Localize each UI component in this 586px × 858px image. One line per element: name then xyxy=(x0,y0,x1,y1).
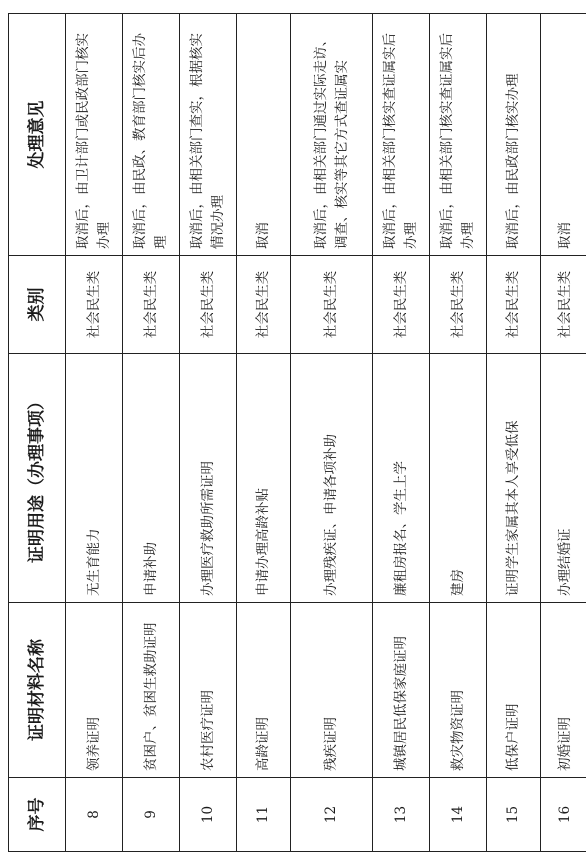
row-no: 16 xyxy=(541,778,586,852)
row-name: 城镇居民低保家庭证明 xyxy=(373,603,430,778)
row-no: 11 xyxy=(237,778,291,852)
table-row xyxy=(123,14,180,852)
table-row xyxy=(487,14,541,852)
row-purpose: 证明学生家属其本人享受低保 xyxy=(487,354,541,603)
row-no: 12 xyxy=(291,778,373,852)
row-opinion: 取消 xyxy=(237,14,291,256)
table-row xyxy=(373,14,430,852)
row-no: 10 xyxy=(180,778,237,852)
row-opinion: 取消 xyxy=(541,14,586,256)
table-row xyxy=(180,14,237,852)
header-name: 证明材料名称 xyxy=(9,603,66,778)
row-no: 15 xyxy=(487,778,541,852)
row-category: 社会民生类 xyxy=(237,256,291,354)
row-name: 残疾证明 xyxy=(291,603,373,778)
row-category: 社会民生类 xyxy=(291,256,373,354)
header-opinion: 处理意见 xyxy=(9,14,66,256)
row-purpose: 申请办理高龄补贴 xyxy=(237,354,291,603)
row-name: 救灾物资证明 xyxy=(430,603,487,778)
row-name: 领养证明 xyxy=(66,603,123,778)
header-no: 序号 xyxy=(9,778,66,852)
row-opinion: 取消后，由卫计部门或民政部门核实办理 xyxy=(66,14,123,256)
certificate-table xyxy=(8,13,586,852)
table-row xyxy=(237,14,291,852)
row-opinion: 取消后，由相关部门通过实际走访、调查、核实等其它方式查证属实 xyxy=(291,14,373,256)
row-category: 社会民生类 xyxy=(66,256,123,354)
row-name: 低保户证明 xyxy=(487,603,541,778)
row-purpose: 办理残疾证、申请各项补助 xyxy=(291,354,373,603)
row-category: 社会民生类 xyxy=(180,256,237,354)
row-opinion: 取消后，由相关部门核实查证属实后办理 xyxy=(430,14,487,256)
row-purpose: 办理结婚证 xyxy=(541,354,586,603)
row-no: 14 xyxy=(430,778,487,852)
row-no: 8 xyxy=(66,778,123,852)
row-purpose: 申请补助 xyxy=(123,354,180,603)
row-name: 高龄证明 xyxy=(237,603,291,778)
row-purpose: 办理医疗救助所需证明 xyxy=(180,354,237,603)
row-opinion: 取消后，由相关部门查实，根据核实情况办理 xyxy=(180,14,237,256)
row-opinion: 取消后，由相关部门核实查证属实后办理 xyxy=(373,14,430,256)
row-category: 社会民生类 xyxy=(373,256,430,354)
row-category: 社会民生类 xyxy=(487,256,541,354)
row-category: 社会民生类 xyxy=(541,256,586,354)
row-purpose: 无生育能力 xyxy=(66,354,123,603)
row-purpose: 廉租房报名、学生上学 xyxy=(373,354,430,603)
table-row xyxy=(291,14,373,852)
row-name: 农村医疗证明 xyxy=(180,603,237,778)
row-no: 13 xyxy=(373,778,430,852)
header-category: 类别 xyxy=(9,256,66,354)
row-category: 社会民生类 xyxy=(123,256,180,354)
table-header-row xyxy=(9,14,66,852)
row-name: 贫困户、贫困生救助证明 xyxy=(123,603,180,778)
row-purpose: 建房 xyxy=(430,354,487,603)
row-opinion: 取消后，由民政、教育部门核实后办理 xyxy=(123,14,180,256)
table-row xyxy=(66,14,123,852)
header-purpose: 证明用途（办理事项） xyxy=(9,354,66,603)
row-no: 9 xyxy=(123,778,180,852)
row-opinion: 取消后，由民政部门核实办理 xyxy=(487,14,541,256)
table-row xyxy=(541,14,586,852)
row-category: 社会民生类 xyxy=(430,256,487,354)
row-name: 初婚证明 xyxy=(541,603,586,778)
table-row xyxy=(430,14,487,852)
